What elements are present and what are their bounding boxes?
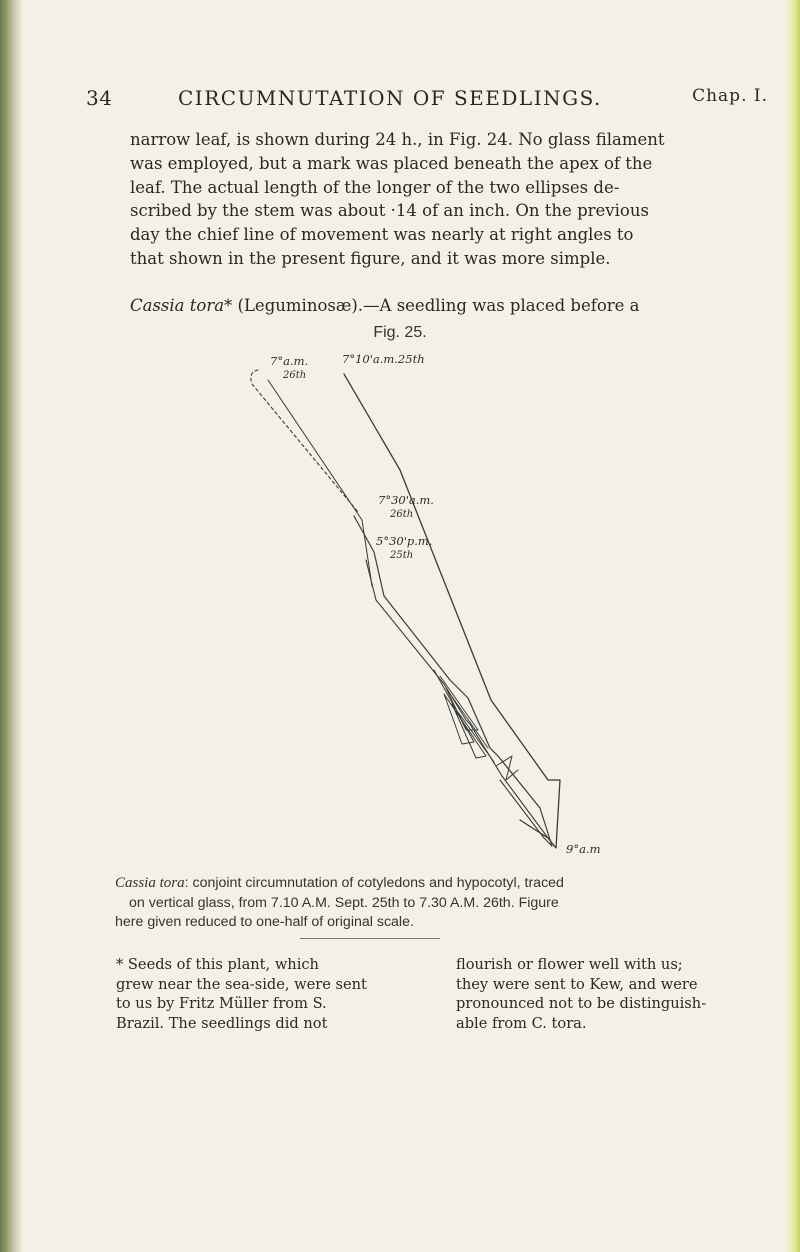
caption-line-1-rest: : conjoint circumnutation of cotyledons and hypocotyl, traced: [184, 875, 564, 891]
footnote-rule: [300, 938, 440, 939]
annotation-9am: 9°a.m: [566, 842, 601, 856]
chapter-label: Chap. I.: [692, 86, 768, 106]
body-paragraph: narrow leaf, is shown during 24 h., in Fig. 24. No glass filament was employed, but a mark was placed beneath the apex of the leaf. The actual length of the longer of the two ellipses de- scribed by the stem was about ·14 of an inch. On the previous day the chief line of movement was nearly at right angles to that shown in the present figure, and it was more simple.: [130, 130, 665, 268]
annotation-530pm: 5°30'p.m.: [376, 534, 433, 548]
running-title: CIRCUMNUTATION OF SEEDLINGS.: [178, 86, 602, 110]
caption-line-2: on vertical glass, from 7.10 A.M. Sept. 25th to 7.30 A.M. 26th. Figure: [129, 894, 559, 911]
caption-line-1: [115, 874, 775, 894]
trace-line-outer: [344, 374, 560, 848]
annotation-25th: 25th: [390, 550, 414, 561]
trace-loop-2: [440, 676, 488, 748]
cassia-species-name: Cassia tora: [130, 296, 225, 315]
footnote-left-column: * Seeds of this plant, which grew near the sea-side, were sent to us by Fritz Müller from S. Brazil. The seedlings did not: [116, 956, 367, 1032]
trace-line-inner-1: [354, 516, 552, 846]
figure-caption: [115, 874, 775, 933]
cassia-intro-rest: * (Leguminosæ).—A seedling was placed before a: [224, 296, 640, 315]
trace-line-mid: [268, 380, 372, 586]
trace-line-inner-2: [366, 560, 548, 838]
annotation-730am: 7°30'a.m.: [378, 493, 434, 507]
caption-line-3: here given reduced to one-half of original scale.: [115, 914, 414, 930]
annotation-710am: 7°10'a.m.25th: [342, 352, 425, 366]
figure-label: Fig. 25.: [373, 324, 427, 341]
annotation-7am: 7°a.m.: [270, 354, 309, 368]
page-number: 34: [86, 86, 113, 110]
caption-species-name: Cassia tora: [115, 875, 185, 891]
annotation-26th-mid: 26th: [390, 509, 414, 520]
footnote-right-column: flourish or flower well with us; they were sent to Kew, and were pronounced not to be distinguish- able from C. tora.: [456, 956, 707, 1032]
annotation-26th-top: 26th: [283, 370, 307, 381]
